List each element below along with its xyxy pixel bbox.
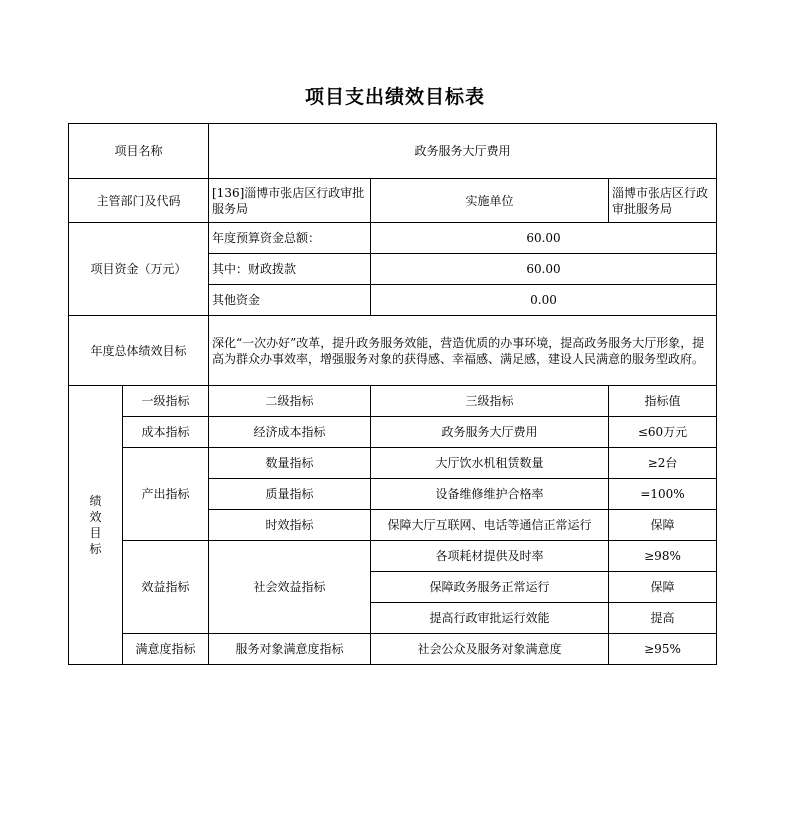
funds-total-label: 年度预算资金总额： [209, 223, 371, 254]
header-level2: 二级指标 [209, 386, 371, 417]
output-level2: 数量指标 [209, 448, 371, 479]
benefit-value: 保障 [609, 572, 717, 603]
funds-fiscal-label: 其中：财政拨款 [209, 254, 371, 285]
output-value: 保障 [609, 510, 717, 541]
funds-fiscal-value: 60.00 [371, 254, 717, 285]
table-row [69, 448, 717, 479]
annual-goal-label: 年度总体绩效目标 [69, 316, 209, 386]
benefit-level2: 社会效益指标 [209, 541, 371, 634]
header-level3: 三级指标 [371, 386, 609, 417]
table-row [69, 223, 717, 254]
output-value: =100% [609, 479, 717, 510]
page-title: 项目支出绩效目标表 [304, 86, 485, 108]
funds-label: 项目资金（万元） [69, 223, 209, 316]
label-char: 目 [89, 526, 102, 540]
table-row [69, 634, 717, 665]
benefit-value: ≥98% [609, 541, 717, 572]
benefit-level3: 提高行政审批运行效能 [371, 603, 609, 634]
impl-unit-label: 实施单位 [371, 179, 609, 223]
dept-label: 主管部门及代码 [69, 179, 209, 223]
header-value: 指标值 [609, 386, 717, 417]
satisfaction-value: ≥95% [609, 634, 717, 665]
performance-table [68, 123, 717, 665]
output-level1: 产出指标 [123, 448, 209, 541]
table-row [69, 417, 717, 448]
label-char: 标 [89, 542, 102, 556]
output-value: ≥2台 [609, 448, 717, 479]
funds-other-label: 其他资金 [209, 285, 371, 316]
cost-level2: 经济成本指标 [209, 417, 371, 448]
cost-level3: 政务服务大厅费用 [371, 417, 609, 448]
benefit-level3: 保障政务服务正常运行 [371, 572, 609, 603]
table-row [69, 124, 717, 179]
dept-value: [136]淄博市张店区行政审批服务局 [209, 179, 371, 223]
performance-targets-label [69, 386, 123, 665]
project-name-label: 项目名称 [69, 124, 209, 179]
header-level1: 一级指标 [123, 386, 209, 417]
benefit-value: 提高 [609, 603, 717, 634]
benefit-level1: 效益指标 [123, 541, 209, 634]
satisfaction-level2: 服务对象满意度指标 [209, 634, 371, 665]
funds-total-value: 60.00 [371, 223, 717, 254]
satisfaction-level1: 满意度指标 [123, 634, 209, 665]
impl-unit-value: 淄博市张店区行政审批服务局 [609, 179, 717, 223]
cost-value: ≤60万元 [609, 417, 717, 448]
satisfaction-level3: 社会公众及服务对象满意度 [371, 634, 609, 665]
label-char: 效 [89, 510, 102, 524]
output-level2: 质量指标 [209, 479, 371, 510]
benefit-level3: 各项耗材提供及时率 [371, 541, 609, 572]
table-row [69, 541, 717, 572]
table-row [69, 179, 717, 223]
output-level3: 设备维修维护合格率 [371, 479, 609, 510]
table-row [69, 386, 717, 417]
annual-goal-text: 深化“一次办好”改革，提升政务服务效能，营造优质的办事环境，提高政务服务大厅形象，提高为群众办事效率，增强服务对象的获得感、幸福感、满足感，建设人民满意的服务型政府。 [209, 316, 717, 386]
output-level2: 时效指标 [209, 510, 371, 541]
output-level3: 保障大厅互联网、电话等通信正常运行 [371, 510, 609, 541]
cost-level1: 成本指标 [123, 417, 209, 448]
table-row [69, 316, 717, 386]
funds-other-value: 0.00 [371, 285, 717, 316]
project-name-value: 政务服务大厅费用 [209, 124, 717, 179]
label-char: 绩 [89, 494, 102, 508]
output-level3: 大厅饮水机租赁数量 [371, 448, 609, 479]
